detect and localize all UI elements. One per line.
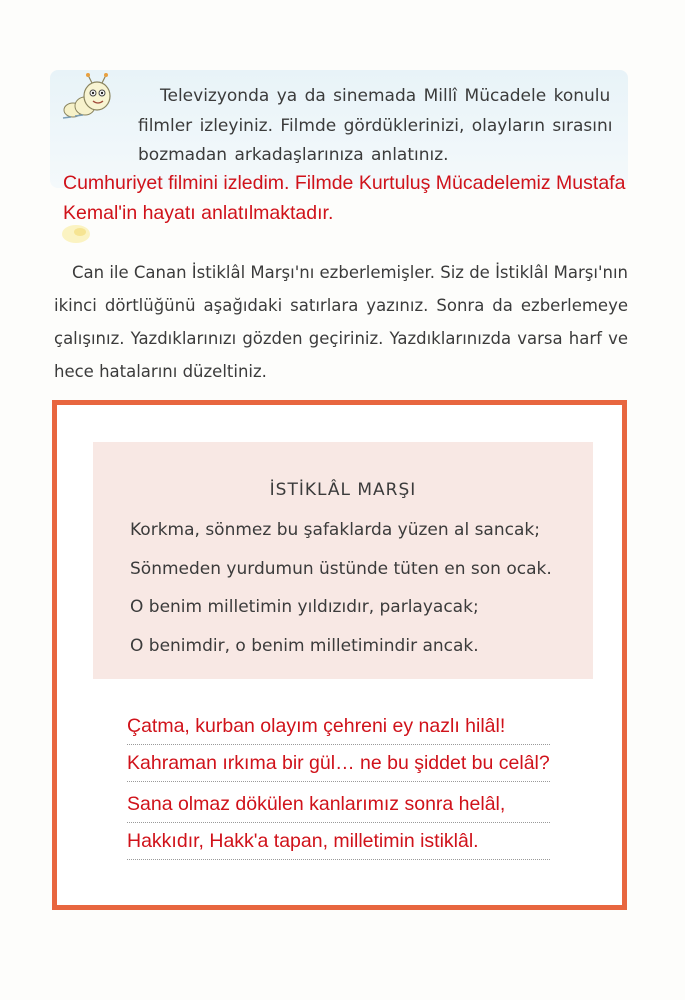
- poem-line: Korkma, sönmez bu şafaklarda yüzen al sancak;: [130, 520, 540, 540]
- poem-title: İSTİKLÂL MARŞI: [269, 480, 417, 500]
- answer-lines: [127, 708, 550, 860]
- poem-box: [93, 442, 593, 679]
- activity1-answer: Cumhuriyet filmini izledim. Filmde Kurtuluş Mücadelemiz Mustafa Kemal'in hayatı anlatılmaktadır.: [63, 172, 626, 224]
- activity1-instruction: Televizyonda ya da sinemada Millî Mücadele konulu filmler izleyiniz. Filmde gördüklerinizi, olayların sırasını bozmadan arkadaşlarınıza anlatınız.: [138, 86, 613, 165]
- poem-line: O benim milletimin yıldızıdır, parlayacak;: [130, 597, 479, 617]
- answer-line[interactable]: Sana olmaz dökülen kanlarımız sonra helâl,: [127, 786, 550, 823]
- poem-line: O benimdir, o benim milletimindir ancak.: [130, 635, 479, 656]
- caterpillar-icon: [55, 66, 117, 128]
- answer-line[interactable]: Kahraman ırkıma bir gül… ne bu şiddet bu celâl?: [127, 745, 550, 782]
- answer-line[interactable]: Hakkıdır, Hakk'a tapan, milletimin istiklâl.: [127, 823, 550, 860]
- poem-lines: [130, 511, 552, 665]
- activity2-instruction: Can ile Canan İstiklâl Marşı'nı ezberlemişler. Siz de İstiklâl Marşı'nın ikinci dörtlüğünü aşağıdaki satırlara yazınız. Sonra da ezberlemeye çalışınız. Yazdıklarınızı gözden geçiriniz. Yazdıklarınızda varsa harf ve hece hatalarını düzeltiniz.: [54, 263, 629, 381]
- answer-line[interactable]: Çatma, kurban olayım çehreni ey nazlı hilâl!: [127, 708, 550, 745]
- poem-line: Sönmeden yurdumun üstünde tüten en son ocak.: [130, 558, 552, 579]
